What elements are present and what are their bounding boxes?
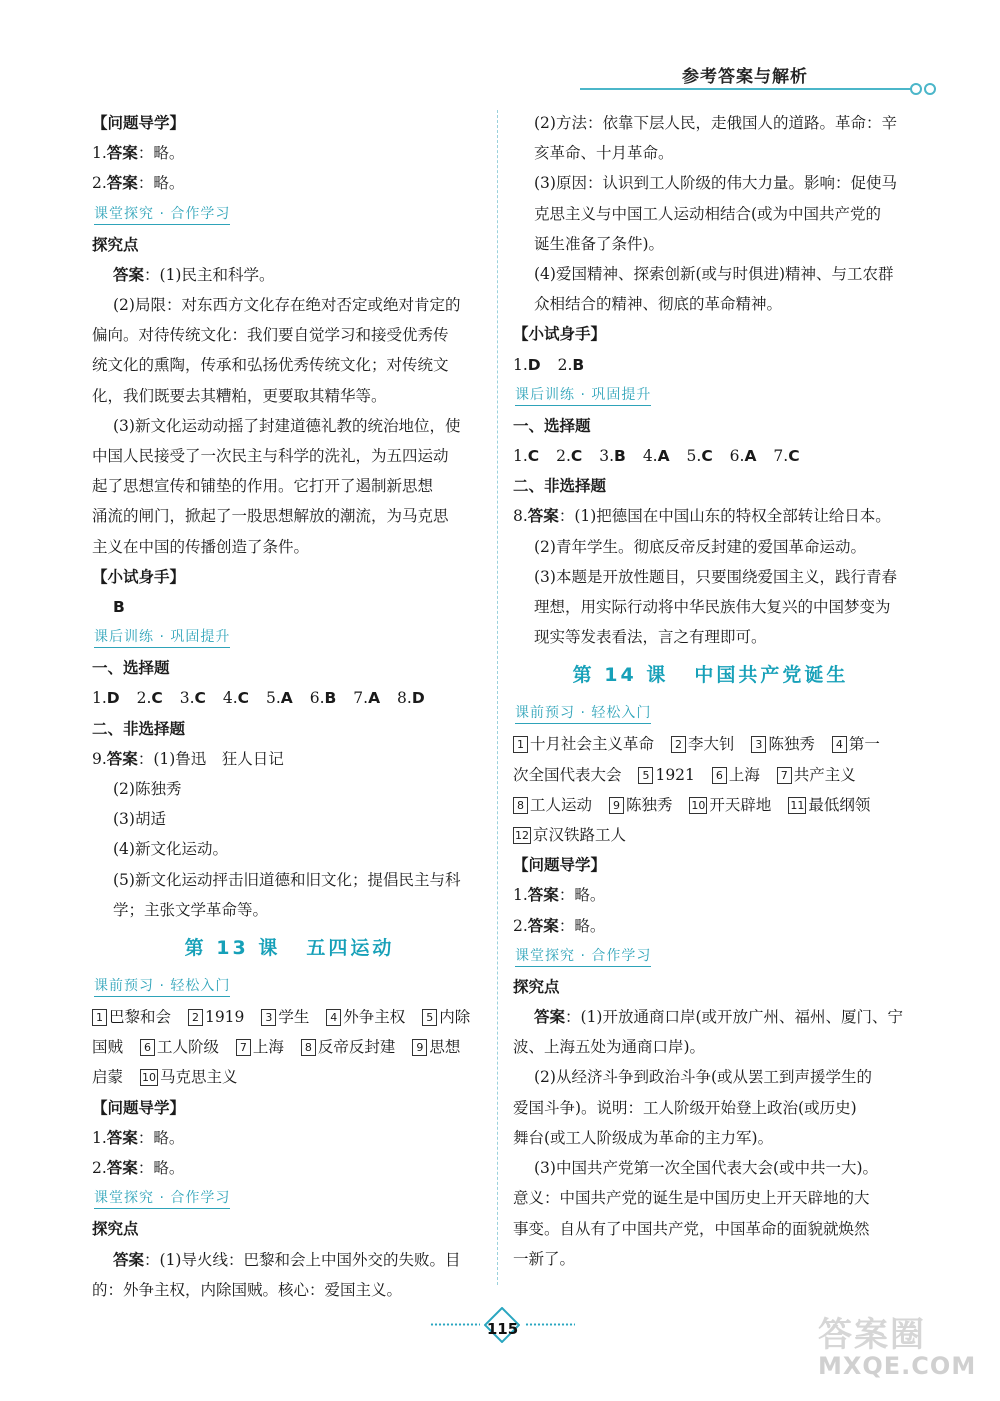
watermark-text: 答案圈 <box>818 1315 926 1355</box>
paragraph-line: (2)从经济斗争到政治斗争(或从罢工到声援学生的 <box>534 1068 873 1087</box>
header-rule <box>580 88 920 90</box>
section-tag: 课后训练 · 巩固提升 <box>515 385 651 406</box>
answer-line: 学；主张文学革命等。 <box>113 900 269 919</box>
answer-line: 1.答案：略。 <box>92 143 185 163</box>
paragraph-line: 爱国斗争)。说明：工人阶级开始登上政治(或历史) <box>513 1098 857 1117</box>
heading-tanjiu: 探究点 <box>513 976 560 996</box>
preview-answers: 12 京汉铁路工人 <box>515 826 627 845</box>
section-tag: 课堂探究 · 合作学习 <box>515 946 651 967</box>
paragraph-line: (3)中国共产党第一次全国代表大会(或中共一大)。 <box>534 1159 879 1178</box>
heading-choice: 一、选择题 <box>92 658 170 678</box>
heading-wenti: 【问题导学】 <box>92 113 186 132</box>
column-divider <box>497 110 498 1285</box>
section-tag: 课前预习 · 轻松入门 <box>94 976 230 997</box>
right-column <box>513 108 908 1274</box>
heading-xiaoshi: 【小试身手】 <box>92 566 186 586</box>
heading-xiaoshi: 【小试身手】 <box>513 324 607 344</box>
paragraph-line: 起了思想宣传和铺垫的作用。它打开了遏制新思想 <box>92 477 434 496</box>
answer-line: (3)胡适 <box>113 810 166 829</box>
answer-line: (2)青年学生。彻底反帝反封建的爱国革命运动。 <box>534 537 866 556</box>
paragraph-line: 舞台(或工人阶级成为革命的主力军)。 <box>513 1128 774 1147</box>
paragraph-line: 诞生准备了条件)。 <box>534 234 665 253</box>
answer-line: (5)新文化运动抨击旧道德和旧文化；提倡民主与科 <box>113 870 461 889</box>
header-title: 参考答案与解析 <box>682 67 808 87</box>
section-tag: 课前预习 · 轻松入门 <box>515 703 651 724</box>
preview-answers: 次全国代表大会 5 1921 6 上海 7 共产主义 <box>513 765 856 784</box>
paragraph-line: (3)新文化运动动摇了封建道德礼教的统治地位，使 <box>113 416 461 435</box>
preview-answers: 1 巴黎和会 2 1919 3 学生 4 外争主权 5 内除 <box>92 1002 487 1032</box>
paragraph: 答案：(1)民主和科学。 <box>113 264 275 284</box>
answer-line: 2.答案：略。 <box>92 173 185 193</box>
heading-tanjiu: 探究点 <box>92 1219 139 1239</box>
choice-answers: 1.C 2.C 3.B 4.A 5.C 6.A 7.C <box>513 447 800 466</box>
answer-line: (4)新文化运动。 <box>113 840 228 859</box>
answer-value: B <box>113 598 125 617</box>
paragraph-line: (4)爱国精神、探索创新(或与时俱进)精神、与工农群 <box>534 265 894 284</box>
paragraph-line: 偏向。对待传统文化：我们要自觉学习和接受优秀传 <box>92 326 449 345</box>
lesson-title: 第 13 课 五四运动 <box>184 937 395 960</box>
answer-line: (3)本题是开放性题目，只要围绕爱国主义，践行青春 <box>534 567 897 586</box>
answer-line: 1.答案：略。 <box>92 1127 185 1147</box>
paragraph-line: 波、上海五处为通商口岸)。 <box>513 1038 706 1057</box>
paragraph-line: 众相结合的精神、彻底的革命精神。 <box>534 295 783 314</box>
paragraph-line: 统文化的熏陶，传承和弘扬优秀传统文化；对传统文 <box>92 356 449 375</box>
paragraph-line: (2)局限：对东西方文化存在绝对否定或绝对肯定的 <box>113 296 461 315</box>
footer-dots-right <box>525 1323 575 1326</box>
heading-nonchoice: 二、非选择题 <box>513 476 607 496</box>
header-dot-icon <box>924 83 936 95</box>
heading-tanjiu: 探究点 <box>92 234 139 254</box>
paragraph-line: 克思主义与中国工人运动相结合(或为中国共产党的 <box>534 204 882 223</box>
paragraph-line: 事变。自从有了中国共产党，中国革命的面貌就焕然 <box>513 1219 870 1238</box>
heading-wenti: 【问题导学】 <box>92 1097 186 1117</box>
paragraph-line: (3)原因：认识到工人阶级的伟大力量。影响：促使马 <box>534 174 897 193</box>
preview-answers: 国贼 6 工人阶级 7 上海 8 反帝反封建 9 思想 <box>92 1038 461 1057</box>
paragraph-line: 一新了。 <box>513 1249 576 1268</box>
answer-line: 1.答案：略。 <box>513 885 606 905</box>
answer-line: 9.答案：(1)鲁迅 狂人日记 <box>92 748 284 768</box>
answer-line: (2)陈独秀 <box>113 780 182 799</box>
preview-answers: 启蒙 10 马克思主义 <box>92 1068 238 1087</box>
heading-wenti: 【问题导学】 <box>513 855 607 875</box>
preview-answers: 1 十月社会主义革命 2 李大钊 3 陈独秀 4 第一 <box>513 729 908 759</box>
answer-line: 理想，用实际行动将中华民族伟大复兴的中国梦变为 <box>534 598 891 617</box>
paragraph-line: 亥革命、十月革命。 <box>534 144 674 163</box>
section-tag: 课堂探究 · 合作学习 <box>94 204 230 225</box>
answer-line: 2.答案：略。 <box>92 1158 185 1178</box>
paragraph-line: 化，我们既要去其糟粕，更要取其精华等。 <box>92 386 387 405</box>
paragraph-line: 中国人民接受了一次民主与科学的洗礼，为五四运动 <box>92 447 449 466</box>
paragraph-line: 的：外争主权，内除国贼。核心：爱国主义。 <box>92 1280 403 1299</box>
choice-answers: 1.D 2.B <box>513 355 585 374</box>
page-footer <box>430 1311 575 1341</box>
lesson-title: 第 14 课 中国共产党诞生 <box>572 664 849 687</box>
paragraph-line: 意义：中国共产党的诞生是中国历史上开天辟地的大 <box>513 1189 870 1208</box>
answer-line: 现实等发表看法，言之有理即可。 <box>534 628 767 647</box>
heading-choice: 一、选择题 <box>513 415 591 435</box>
preview-answers: 8 工人运动 9 陈独秀 10 开天辟地 11 最低纲领 <box>513 790 908 820</box>
choice-answers: 1.D 2.C 3.C 4.C 5.A 6.B 7.A 8.D <box>92 689 425 708</box>
watermark-domain: MXQE.COM <box>818 1352 977 1380</box>
section-tag: 课后训练 · 巩固提升 <box>94 627 230 648</box>
header-dot-icon <box>910 83 922 95</box>
paragraph-line: 主义在中国的传播创造了条件。 <box>92 537 310 556</box>
answer-line: 2.答案：略。 <box>513 915 606 935</box>
paragraph-line: 涌流的闸门，掀起了一股思想解放的潮流，为马克思 <box>92 507 449 526</box>
watermark-logo <box>818 1307 986 1391</box>
paragraph: 答案：(1)导火线：巴黎和会上中国外交的失败。目 <box>113 1249 461 1269</box>
answer-line: 8.答案：(1)把德国在中国山东的特权全部转让给日本。 <box>513 506 891 526</box>
left-column <box>92 108 487 1305</box>
paragraph-line: (2)方法：依靠下层人民，走俄国人的道路。革命：辛 <box>534 114 897 132</box>
heading-nonchoice: 二、非选择题 <box>92 718 186 738</box>
section-tag: 课堂探究 · 合作学习 <box>94 1188 230 1209</box>
page-number: 115 <box>486 1320 519 1338</box>
paragraph: 答案：(1)开放通商口岸(或开放广州、福州、厦门、宁 <box>534 1007 904 1027</box>
